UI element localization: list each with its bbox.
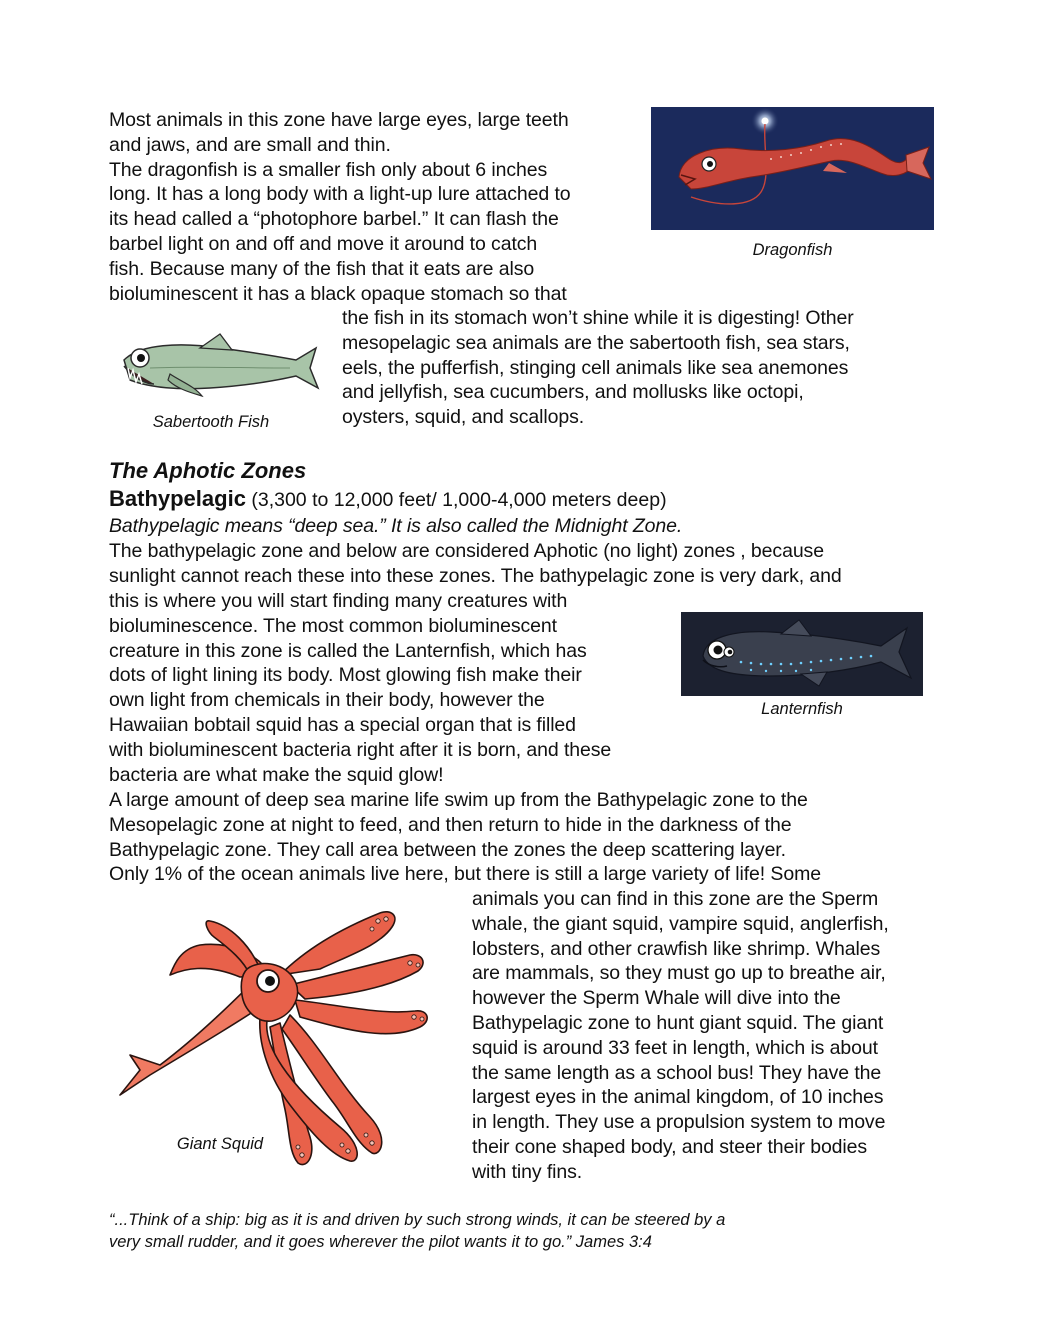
text-line: Mesopelagic zone at night to feed, and then return to hide in the darkness of the <box>109 813 792 836</box>
text-line: are mammals, so they must go up to breathe air, <box>472 962 886 985</box>
text-line: the fish in its stomach won’t shine while it is digesting! Other <box>342 307 854 329</box>
section-heading: The Aphotic Zones <box>109 458 307 483</box>
text-line: sunlight cannot reach these into these zones. The bathypelagic zone is very dark, and <box>109 564 842 587</box>
text-line: largest eyes in the animal kingdom, of 10 inches <box>472 1086 884 1109</box>
giant-squid-caption: Giant Squid <box>176 1135 264 1153</box>
paragraph-deep-scattering <box>109 788 821 887</box>
text-line: its head called a “photophore barbel.” It can flash the <box>109 208 559 231</box>
text-line: Hawaiian bobtail squid has a special organ that is filled <box>109 713 576 736</box>
text-line: lobsters, and other crawfish like shrimp. Whales <box>472 937 881 960</box>
text-line: fish. Because many of the fish that it eats are also <box>109 257 535 280</box>
text-line: barbel light on and off and move it around to catch <box>109 232 538 255</box>
text-line: The bathypelagic zone and below are considered Aphotic (no light) zones , because <box>109 540 824 562</box>
lanternfish-caption: Lanternfish <box>761 700 843 718</box>
text-line: dots of light lining its body. Most glowing fish make their <box>109 664 582 687</box>
paragraph-giant-squid <box>472 887 889 1185</box>
text-line: eels, the pufferfish, stinging cell animals like sea anemones <box>342 356 849 379</box>
lanternfish-image <box>681 612 923 696</box>
text-line: bioluminescent it has a black opaque stomach so that <box>109 282 567 305</box>
text-line: mesopelagic sea animals are the sabertooth fish, sea stars, <box>342 331 850 354</box>
paragraph-lanternfish <box>109 589 611 787</box>
bible-quote <box>109 1209 725 1253</box>
quote-line: “...Think of a ship: big as it is and driven by such strong winds, it can be steered by a <box>109 1211 726 1229</box>
text-line: bacteria are what make the squid glow! <box>109 763 444 786</box>
dragonfish-caption: Dragonfish <box>752 241 833 259</box>
text-line: long. It has a long body with a light-up lure attached to <box>109 183 571 206</box>
paragraph-dragonfish <box>109 108 571 306</box>
text-line: Most animals in this zone have large eyes, large teeth <box>109 109 569 131</box>
text-line: squid is around 33 feet in length, which is about <box>472 1036 878 1059</box>
paragraph-aphotic <box>109 539 842 589</box>
text-line: The dragonfish is a smaller fish only about 6 inches <box>109 158 548 181</box>
quote-line: very small rudder, and it goes wherever the pilot wants it to go.” James 3:4 <box>109 1233 652 1251</box>
text-line: whale, the giant squid, vampire squid, anglerfish, <box>472 912 889 935</box>
text-line: Bathypelagic zone to hunt giant squid. The giant <box>472 1011 884 1034</box>
text-line: their cone shaped body, and steer their bodies <box>472 1135 868 1158</box>
text-line: bioluminescence. The most common bioluminescent <box>109 614 557 637</box>
text-line: the same length as a school bus! They have the <box>472 1061 882 1084</box>
text-line: A large amount of deep sea marine life swim up from the Bathypelagic zone to the <box>109 789 808 811</box>
zone-subtitle: Bathypelagic means “deep sea.” It is also called the Midnight Zone. <box>109 515 683 537</box>
paragraph-mesopelagic-animals <box>342 306 854 430</box>
text-line: this is where you will start finding many creatures with <box>109 590 568 612</box>
text-line: in length. They use a propulsion system to move <box>472 1111 886 1134</box>
text-line: and jaws, and are small and thin. <box>109 133 391 156</box>
zone-heading <box>109 486 667 512</box>
sabertooth-fish-image <box>110 330 322 410</box>
text-line: with bioluminescent bacteria right after it is born, and these <box>109 738 612 761</box>
text-line: with tiny fins. <box>472 1160 583 1183</box>
text-line: animals you can find in this zone are the Sperm <box>472 888 879 910</box>
dragonfish-image <box>651 107 934 230</box>
text-line: creature in this zone is called the Lanternfish, which has <box>109 639 587 662</box>
text-line: and jellyfish, sea cucumbers, and mollusks like octopi, <box>342 381 804 404</box>
text-line: however the Sperm Whale will dive into the <box>472 987 841 1010</box>
sabertooth-fish-caption: Sabertooth Fish <box>152 413 270 431</box>
text-line: Bathypelagic zone. They call area between the zones the deep scattering layer. <box>109 838 786 861</box>
text-line: own light from chemicals in their body, however the <box>109 689 545 712</box>
zone-range: (3,300 to 12,000 feet/ 1,000-4,000 meters deep) <box>245 489 667 511</box>
text-line: oysters, squid, and scallops. <box>342 406 585 429</box>
text-line: Only 1% of the ocean animals live here, but there is still a large variety of life! Some <box>109 863 821 886</box>
zone-title: Bathypelagic <box>109 486 246 511</box>
